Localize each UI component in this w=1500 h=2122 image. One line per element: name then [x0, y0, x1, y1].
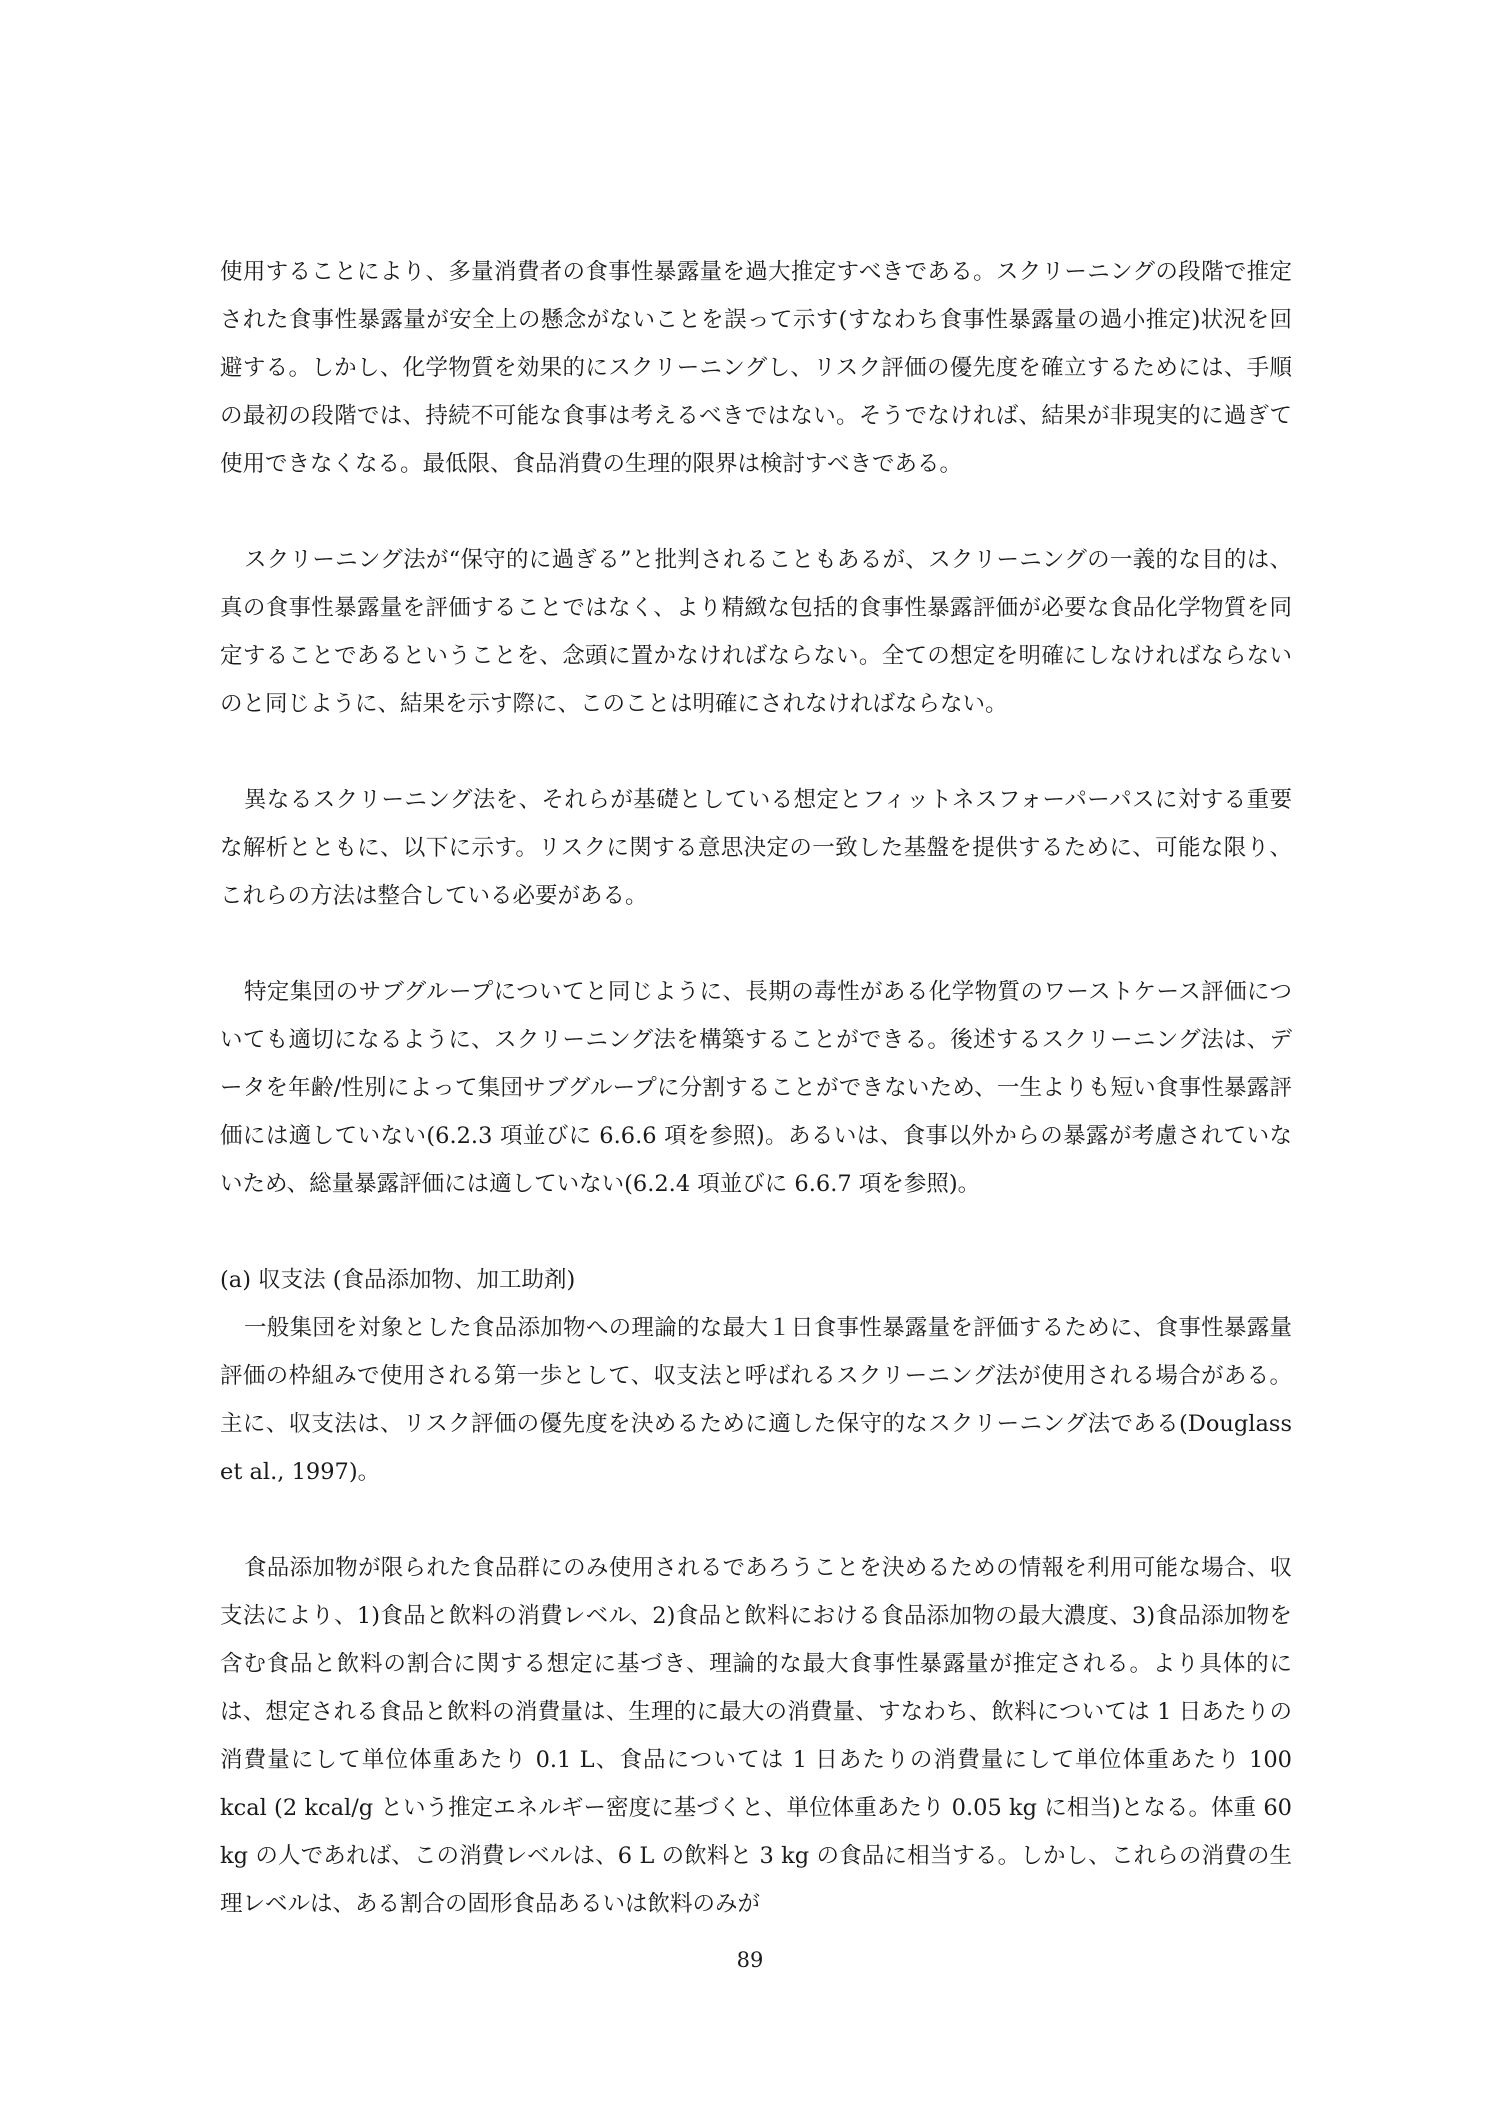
paragraph-2: スクリーニング法が“保守的に過ぎる”と批判されることもあるが、スクリーニングの一義的な目的は、真の食事性暴露量を評価することではなく、より精緻な包括的食事性暴露評価が必要な食品化学物質を同定することであるということを、念頭に置かなければならない。全ての想定を明確にしなければならないのと同じように、結果を示す際に、このことは明確にされなければならない。	[220, 547, 1292, 717]
section-paragraph-1: 一般集団を対象とした食品添加物への理論的な最大１日食事性暴露量を評価するために、食事性暴露量評価の枠組みで使用される第一歩として、収支法と呼ばれるスクリーニング法が使用される場合がある。主に、収支法は、リスク評価の優先度を決めるために適した保守的なスクリーニング法である(Douglass et al., 1997)。	[220, 1315, 1292, 1485]
paragraph-1: 使用することにより、多量消費者の食事性暴露量を過大推定すべきである。スクリーニングの段階で推定された食事性暴露量が安全上の懸念がないことを誤って示す(すなわち食事性暴露量の過小推定)状況を回避する。しかし、化学物質を効果的にスクリーニングし、リスク評価の優先度を確立するためには、手順の最初の段階では、持続不可能な食事は考えるべきではない。そうでなければ、結果が非現実的に過ぎて使用できなくなる。最低限、食品消費の生理的限界は検討すべきである。	[220, 259, 1292, 477]
paragraph-3: 異なるスクリーニング法を、それらが基礎としている想定とフィットネスフォーパーパスに対する重要な解析とともに、以下に示す。リスクに関する意思決定の一致した基盤を提供するために、可能な限り、これらの方法は整合している必要がある。	[220, 787, 1292, 909]
section-paragraph-2: 食品添加物が限られた食品群にのみ使用されるであろうことを決めるための情報を利用可能な場合、収支法により、1)食品と飲料の消費レベル、2)食品と飲料における食品添加物の最大濃度、3)食品添加物を含む食品と飲料の割合に関する想定に基づき、理論的な最大食事性暴露量が推定される。より具体的には、想定される食品と飲料の消費量は、生理的に最大の消費量、すなわち、飲料については 1 日あたりの消費量にして単位体重あたり 0.1 L、食品については 1 日あたりの消費量にして単位体重あたり 100 kcal (2 kcal/g という推定エネルギー密度に基づくと、単位体重あたり 0.05 kg に相当)となる。体重 60 kg の人であれば、この消費レベルは、6 L の飲料と 3 kg の食品に相当する。しかし、これらの消費の生理レベルは、ある割合の固形食品あるいは飲料のみが	[220, 1555, 1292, 1917]
body-text	[220, 248, 1292, 1976]
page-number: 89	[736, 1948, 764, 1972]
paragraph-4: 特定集団のサブグループについてと同じように、長期の毒性がある化学物質のワーストケース評価についても適切になるように、スクリーニング法を構築することができる。後述するスクリーニング法は、データを年齢/性別によって集団サブグループに分割することができないため、一生よりも短い食事性暴露評価には適していない(6.2.3 項並びに 6.6.6 項を参照)。あるいは、食事以外からの暴露が考慮されていないため、総量暴露評価には適していない(6.2.4 項並びに 6.6.7 項を参照)。	[220, 979, 1292, 1197]
section-heading: (a) 収支法 (食品添加物、加工助剤)	[220, 1267, 576, 1293]
